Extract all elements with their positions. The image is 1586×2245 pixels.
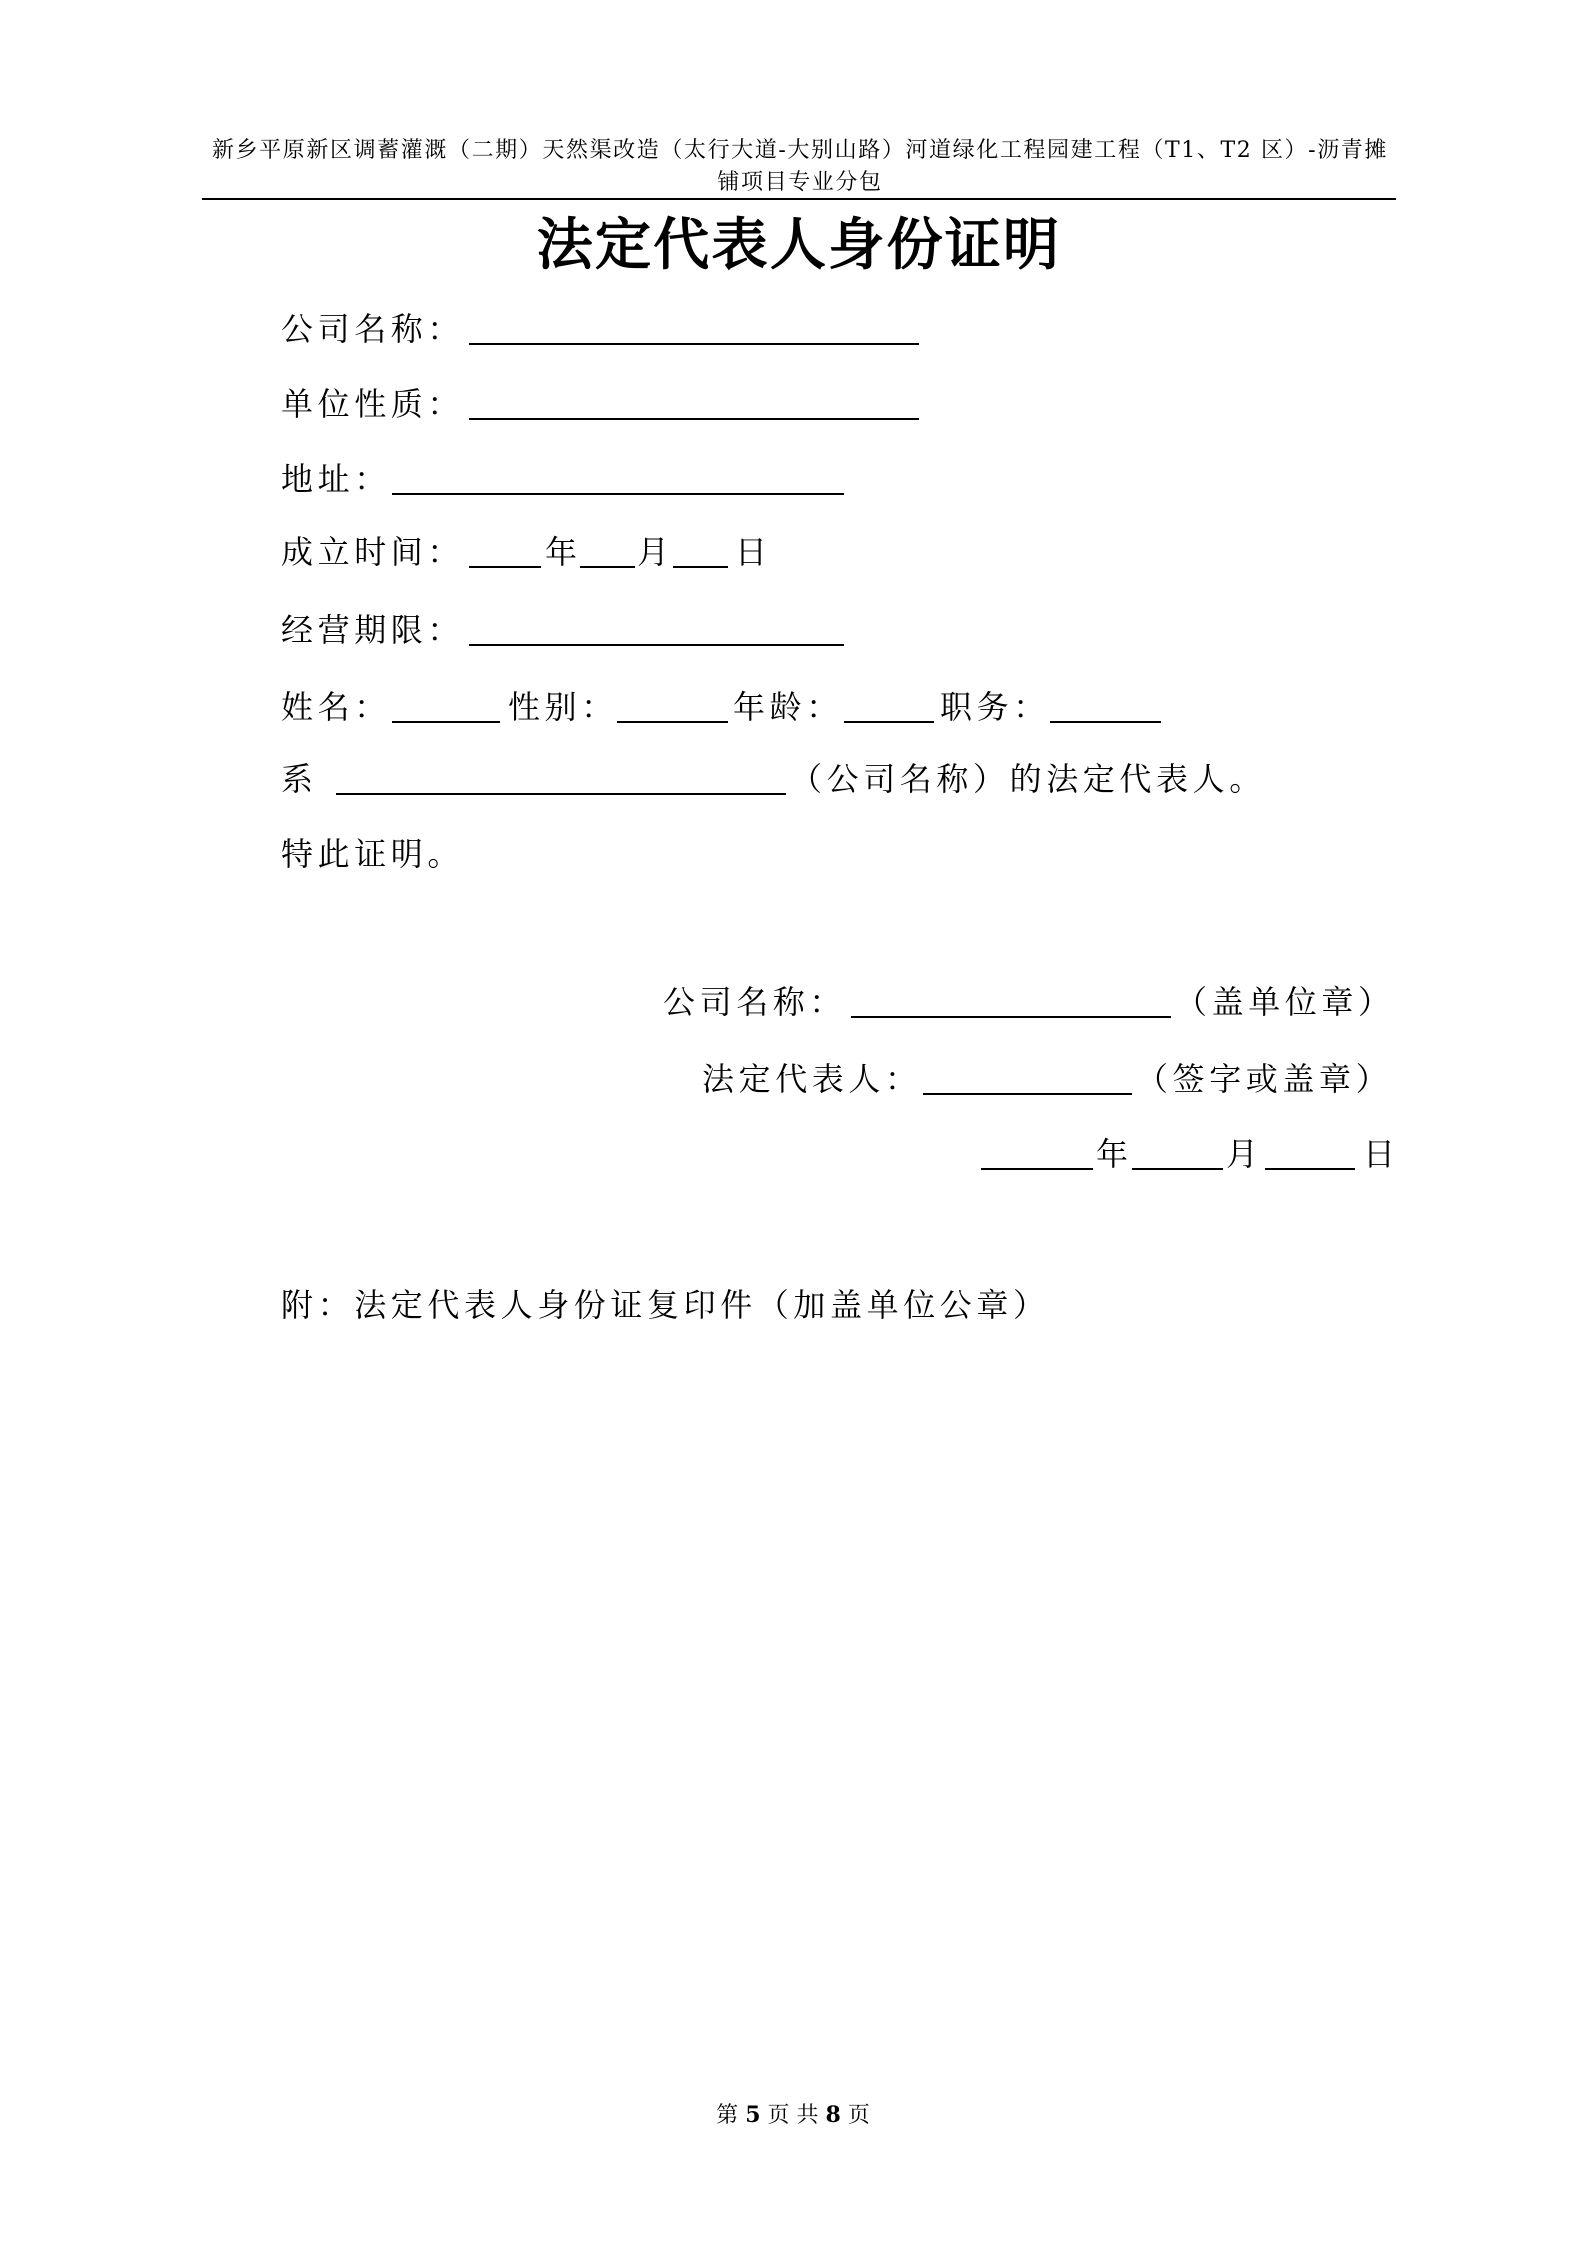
footer-middle: 页 共 <box>767 2103 819 2128</box>
company-name-row <box>0 307 1586 351</box>
unit-nature-label: 单位性质： <box>281 385 465 423</box>
signature-day-blank <box>1265 1132 1355 1170</box>
statement-prefix: 系 <box>281 760 318 798</box>
attachment-note: 附：法定代表人身份证复印件（加盖单位公章） <box>281 1286 1050 1324</box>
established-label: 成立时间： <box>281 533 465 571</box>
business-term-blank <box>469 608 844 646</box>
established-date-row <box>0 530 1586 574</box>
position-label: 职务： <box>940 688 1050 726</box>
business-term-label: 经营期限： <box>281 611 465 649</box>
unit-nature-blank <box>469 382 919 420</box>
company-name-label: 公司名称： <box>281 310 465 348</box>
established-day-label: 日 <box>735 533 772 571</box>
header-rule <box>202 198 1396 200</box>
signature-date-row <box>0 1132 1586 1176</box>
statement-row <box>0 757 1586 801</box>
signature-representative-note: （签字或盖章） <box>1136 1060 1393 1098</box>
age-label: 年龄： <box>733 688 843 726</box>
page-title: 法定代表人身份证明 <box>536 212 1062 278</box>
gender-label: 性别： <box>508 688 618 726</box>
certify-row <box>0 832 1586 876</box>
attachment-row <box>0 1283 1586 1327</box>
established-day-blank <box>673 530 728 568</box>
position-blank <box>1050 685 1161 723</box>
name-label: 姓名： <box>281 688 391 726</box>
business-term-row <box>0 608 1586 652</box>
signature-company-blank <box>851 980 1171 1018</box>
name-blank <box>392 685 500 723</box>
age-blank <box>844 685 934 723</box>
established-month-label: 月 <box>637 533 674 571</box>
person-info-row <box>0 685 1586 729</box>
address-row <box>0 457 1586 501</box>
unit-nature-row <box>0 382 1586 426</box>
signature-month-label: 月 <box>1226 1135 1263 1173</box>
established-year-blank <box>469 530 541 568</box>
established-month-blank <box>580 530 635 568</box>
certify-text: 特此证明。 <box>281 835 465 873</box>
signature-day-label: 日 <box>1363 1135 1400 1173</box>
signature-company-note: （盖单位章） <box>1175 983 1395 1021</box>
company-name-blank <box>469 307 919 345</box>
signature-month-blank <box>1132 1132 1223 1170</box>
signature-year-blank <box>981 1132 1093 1170</box>
footer-page-number: 5 <box>745 2102 761 2128</box>
address-blank <box>392 457 844 495</box>
signature-representative-row <box>0 1057 1586 1101</box>
footer-prefix: 第 <box>716 2103 739 2128</box>
page-footer <box>0 2100 1586 2130</box>
signature-company-row <box>0 980 1586 1024</box>
address-label: 地址： <box>281 460 391 498</box>
established-year-label: 年 <box>545 533 582 571</box>
footer-page-total: 8 <box>825 2102 841 2128</box>
statement-company-blank <box>336 757 786 795</box>
signature-company-label: 公司名称： <box>663 983 847 1021</box>
statement-suffix: （公司名称）的法定代表人。 <box>790 760 1266 798</box>
signature-year-label: 年 <box>1096 1135 1133 1173</box>
footer-suffix: 页 <box>847 2103 870 2128</box>
running-header-line-1: 新乡平原新区调蓄灌溉（二期）天然渠改造（太行大道-大别山路）河道绿化工程园建工程（T1、T2 区）-沥青摊 <box>211 138 1388 163</box>
signature-representative-label: 法定代表人： <box>702 1060 922 1098</box>
signature-representative-blank <box>923 1057 1132 1095</box>
running-header-line-2: 铺项目专业分包 <box>717 170 883 195</box>
gender-blank <box>617 685 728 723</box>
